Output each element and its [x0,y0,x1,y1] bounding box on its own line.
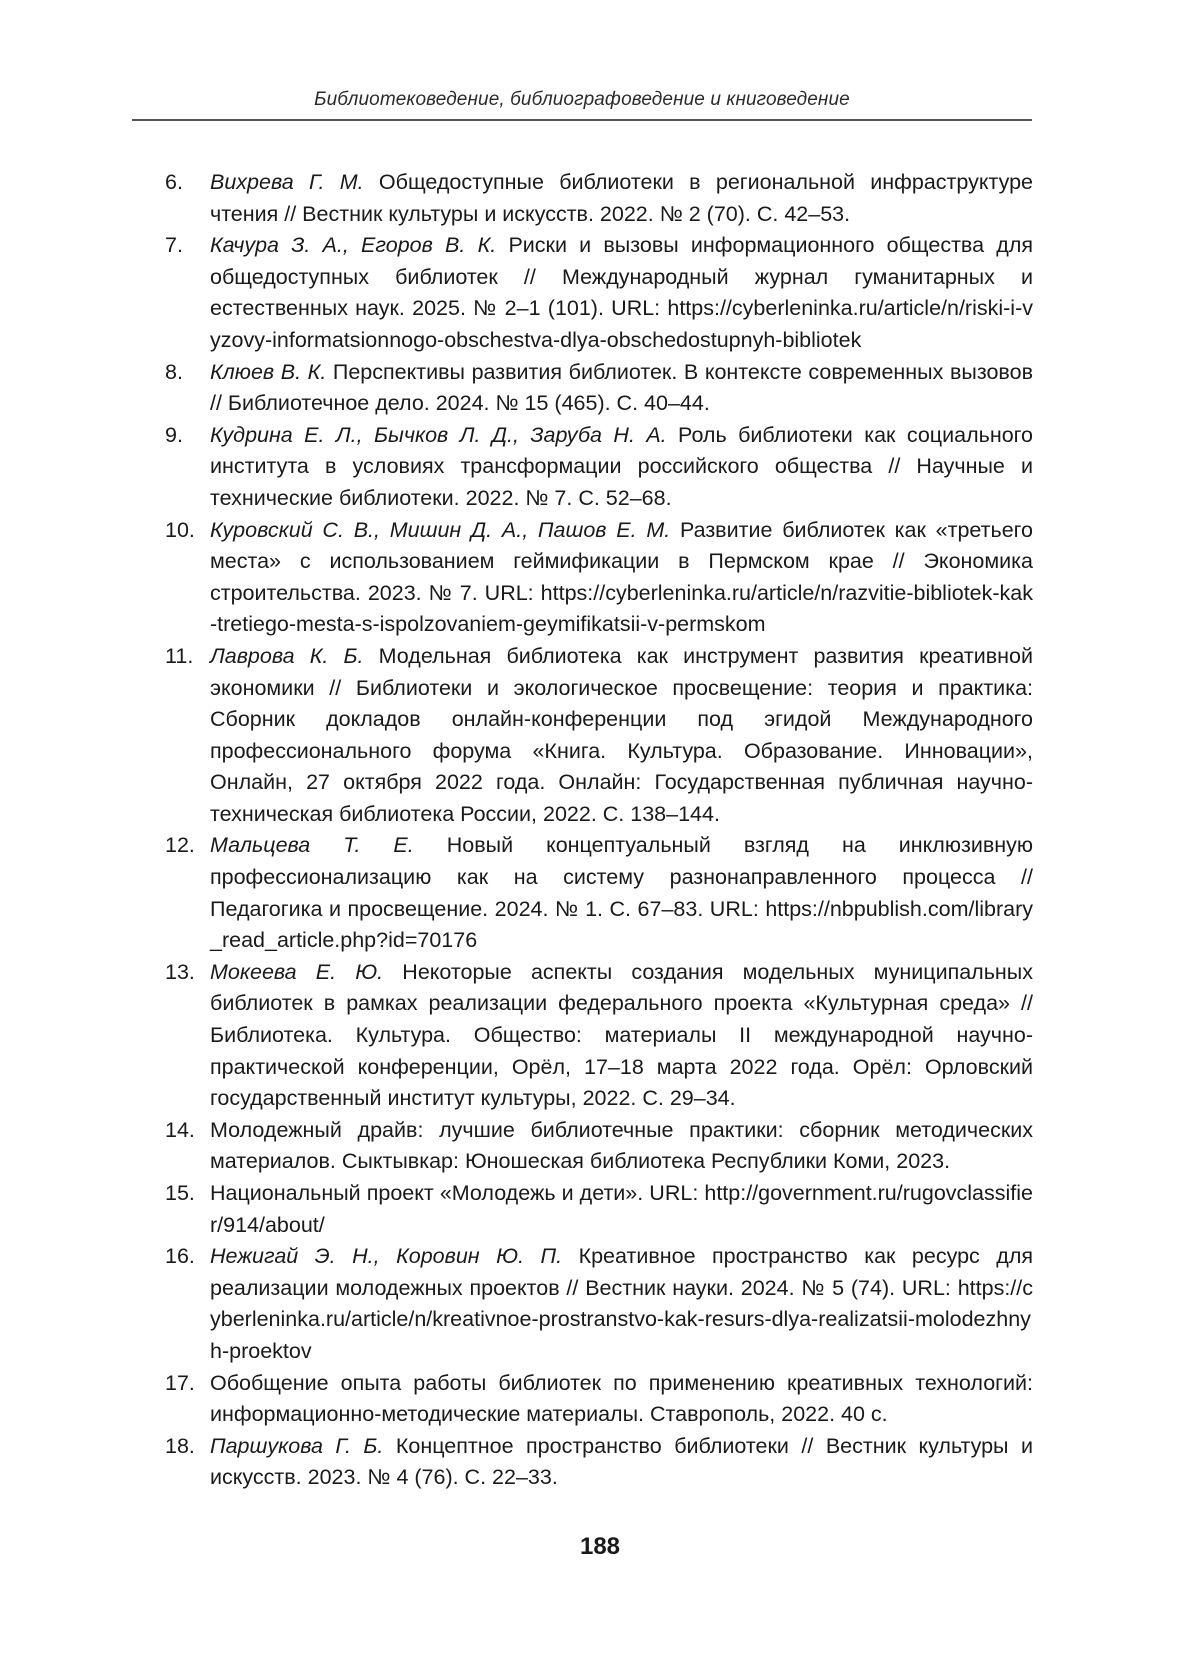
reference-number: 12. [165,833,195,858]
reference-url[interactable]: https://cyberleninka.ru/article/n/razvitie-bibliotek-kak-tretiego-mesta-s-ispolzovaniem-geymifikatsii-v-permskom [210,580,1033,637]
reference-item [165,1241,1033,1367]
reference-text: Развитие библиотек как «третьего места» с использованием геймификации в Пермском крае // Экономика строительства. 2023. № 7. URL: [210,517,1033,605]
reference-text: Общедоступные библиотеки в региональной инфраструктуре чтения // Вестник культуры и искусств. 2022. № 2 (70). С. 42–53. [210,170,1033,226]
reference-authors: Паршукова Г. Б. [210,1433,384,1458]
reference-text: Некоторые аспекты создания модельных муниципальных библиотек в рамках реализации федерального проекта «Культурная среда» // Библиотека. Культура. Общество: материалы II международной научно-практической конференции, Орёл, 17–18 марта 2022 года. Орёл: Орловский государственный институт культуры, 2022. С. 29–34. [210,959,1034,1111]
reference-text: Новый концептуальный взгляд на инклюзивную профессионализацию как на систему разнонаправленного процесса // Педагогика и просвещение. 2024. № 1. С. 67–83. URL: [210,833,1034,921]
reference-authors: Куровский С. В., Мишин Д. А., Пашов Е. М. [210,517,671,542]
reference-number: 13. [165,959,195,984]
reference-item [165,515,1033,641]
reference-text: Роль библиотеки как социального института в условиях трансформации российского общества // Научные и технические библиотеки. 2022. № 7. С. 52–68. [210,422,1033,510]
reference-authors: Лаврова К. Б. [210,643,364,668]
reference-number: 18. [165,1433,195,1458]
reference-authors: Мальцева Т. Е. [210,833,414,858]
reference-item [165,1431,1033,1494]
reference-text: Обобщение опыта работы библиотек по применению креативных технологий: информационно-методические материалы. Ставрополь, 2022. 40 с. [210,1370,1033,1427]
reference-item [165,641,1033,831]
reference-url[interactable]: https://nbpublish.com/library_read_article.php?id=70176 [210,896,1033,953]
page-number: 188 [579,1533,621,1560]
reference-item [165,830,1033,956]
reference-item [165,1115,1033,1178]
reference-item [165,957,1033,1115]
reference-authors: Мокеева Е. Ю. [210,959,384,984]
reference-number: 10. [165,517,195,542]
reference-text: Концептное пространство библиотеки // Вестник культуры и искусств. 2023. № 4 (76). С. 22–33. [210,1433,1033,1490]
reference-text: Молодежный драйв: лучшие библиотечные практики: сборник методических материалов. Сыктывкар: Юношеская библиотека Республики Коми, 2023. [210,1117,1033,1174]
reference-number: 9. [165,422,183,447]
reference-item [165,1368,1033,1431]
reference-authors: Нежигай Э. Н., Коровин Ю. П. [210,1244,563,1269]
reference-text: Модельная библиотека как инструмент развития креативной экономики // Библиотеки и экологическое просвещение: теория и практика: Сборник докладов онлайн-конференции под эгидой Международного профессионального форума «Книга. Культура. Образование. Инновации», Онлайн, 27 октября 2022 года. Онлайн: Государственная публичная научно-техническая библиотека России, 2022. С. 138–144. [210,643,1033,826]
reference-authors: Клюев В. К. [210,359,327,384]
reference-authors: Качура З. А., Егоров В. К. [210,233,497,258]
reference-text: Риски и вызовы информационного общества для общедоступных библиотек // Международный журнал гуманитарных и естественных наук. 2025. № 2–1 (101). URL: [210,233,1034,321]
reference-text: Национальный проект «Молодежь и дети». URL: [210,1181,705,1205]
reference-number: 15. [165,1181,195,1205]
reference-item [165,1178,1033,1241]
reference-url[interactable]: https://cyberleninka.ru/article/n/kreativnoe-prostranstvo-kak-resurs-dlya-realizatsii-molodezhnyh-proektov [210,1275,1033,1363]
reference-text: Креативное пространство как ресурс для реализации молодежных проектов // Вестник науки. 2024. № 5 (74). URL: [210,1244,1034,1300]
reference-number: 11. [165,643,194,668]
reference-number: 14. [165,1117,195,1142]
reference-number: 6. [165,170,183,194]
reference-number: 17. [165,1370,195,1395]
header-divider [132,119,1032,121]
reference-number: 8. [165,359,183,384]
reference-text: Перспективы развития библиотек. В контексте современных вызовов // Библиотечное дело. 2024. № 15 (465). С. 40–44. [210,359,1033,416]
reference-list [165,167,1033,1494]
reference-authors: Кудрина Е. Л., Бычков Л. Д., Заруба Н. А. [210,422,667,447]
reference-url[interactable]: https://cyberleninka.ru/article/n/riski-i-vyzovy-informatsionnogo-obschestva-dlya-obschedostupnyh-bibliotek [210,296,1033,352]
reference-authors: Вихрева Г. М. [210,170,364,194]
reference-item [165,357,1033,420]
running-header: Библиотековедение, библиографоведение и книговедение [314,89,850,110]
reference-item [165,167,1033,230]
reference-item [165,420,1033,515]
reference-number: 16. [165,1244,195,1269]
reference-url[interactable]: http://government.ru/rugovclassifier/914/about/ [210,1181,1033,1237]
reference-item [165,230,1033,356]
reference-number: 7. [165,233,183,258]
